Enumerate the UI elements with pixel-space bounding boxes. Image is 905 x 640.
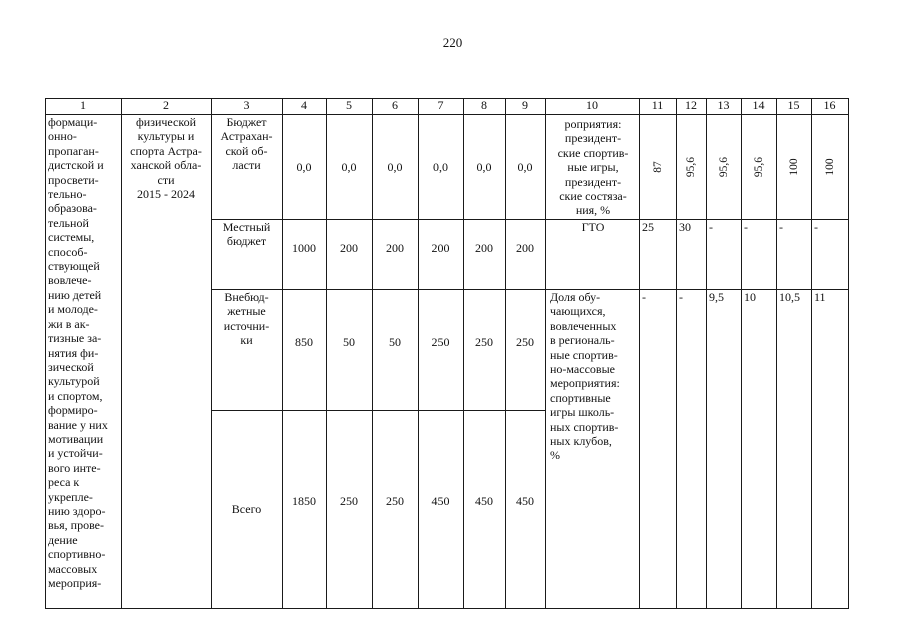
funding-source: Бюджет Астрахан- ской об- ласти xyxy=(220,115,273,173)
column-border xyxy=(45,98,46,609)
column-border xyxy=(776,98,777,609)
table-bottom-border xyxy=(45,608,848,609)
column-border xyxy=(282,98,283,609)
indicator-value: 25 xyxy=(642,220,654,234)
funding-amount: 850 xyxy=(295,335,313,349)
indicator-value: 11 xyxy=(814,290,826,304)
indicator-value: - xyxy=(679,290,683,304)
column-border xyxy=(121,98,122,609)
funding-amount: 200 xyxy=(431,241,450,255)
column-header: 12 xyxy=(685,98,697,112)
funding-amount: 1850 xyxy=(292,494,316,508)
executor-period: физической культуры и спорта Астра- ханской обла- сти 2015 - 2024 xyxy=(130,115,202,202)
indicator-value: 9,5 xyxy=(709,290,724,304)
column-header: 4 xyxy=(301,98,307,112)
column-border xyxy=(811,98,812,609)
indicator-value: 100 xyxy=(823,158,836,176)
indicator-value: 95,6 xyxy=(685,156,697,178)
column-header: 5 xyxy=(346,98,352,112)
funding-amount: 250 xyxy=(340,494,358,508)
column-header: 14 xyxy=(752,98,765,112)
indicator-name: ГТО xyxy=(581,220,605,234)
indicator-name: Доля обу- чающихся, вовлеченных в региональ- ные спортив- но-массовые мероприятия: спортивные игры школь- ных спортив- ных клубов, % xyxy=(550,290,620,463)
funding-amount: 250 xyxy=(516,335,534,349)
column-border xyxy=(463,98,464,609)
column-border xyxy=(706,98,707,609)
funding-amount: 0,0 xyxy=(341,160,357,174)
funding-amount: 250 xyxy=(475,335,493,349)
column-border xyxy=(326,98,327,609)
column-border xyxy=(741,98,742,609)
funding-amount: 0,0 xyxy=(476,160,492,174)
indicator-value: 95,6 xyxy=(752,156,765,178)
column-border xyxy=(545,98,546,609)
indicator-value: - xyxy=(709,220,713,234)
column-header: 3 xyxy=(243,98,250,112)
indicator-value: 30 xyxy=(679,220,691,234)
funding-amount: 0,0 xyxy=(517,160,533,174)
funding-amount: 50 xyxy=(343,335,355,349)
funding-amount: 450 xyxy=(516,494,534,508)
indicator-value: - xyxy=(642,290,646,304)
indicator-value: - xyxy=(779,220,783,234)
funding-amount: 0,0 xyxy=(296,160,312,174)
indicator-value: - xyxy=(744,220,748,234)
indicator-value: 100 xyxy=(787,158,800,176)
funding-amount: 50 xyxy=(389,335,401,349)
column-header: 2 xyxy=(163,98,169,112)
column-border xyxy=(848,98,849,609)
funding-amount: 250 xyxy=(386,494,404,508)
column-header: 10 xyxy=(586,98,598,112)
column-header: 8 xyxy=(481,98,487,112)
funding-amount: 200 xyxy=(516,241,534,255)
column-header: 15 xyxy=(787,98,800,112)
indicator-value: 95,6 xyxy=(717,156,730,178)
column-header: 16 xyxy=(823,98,836,112)
indicator-value: - xyxy=(814,220,818,234)
funding-amount: 200 xyxy=(340,241,358,255)
column-border xyxy=(418,98,419,609)
column-header: 7 xyxy=(437,98,444,112)
funding-amount: 0,0 xyxy=(387,160,403,174)
column-border xyxy=(676,98,677,609)
column-header: 1 xyxy=(80,98,86,112)
funding-amount: 200 xyxy=(475,241,493,255)
funding-amount: 250 xyxy=(431,335,450,349)
funding-amount: 1000 xyxy=(292,241,316,255)
funding-source: Внебюд- жетные источни- ки xyxy=(223,290,270,348)
indicator-value: 10,5 xyxy=(779,290,800,304)
funding-source: Всего xyxy=(231,502,262,516)
funding-amount: 200 xyxy=(386,241,404,255)
indicator-name: роприятия: президент- ские спортив- ные игры, президент- ские состяза- ния, % xyxy=(557,117,629,218)
page-number: 220 xyxy=(442,35,463,50)
column-header: 11 xyxy=(651,98,664,112)
column-border xyxy=(505,98,506,609)
column-border xyxy=(372,98,373,609)
column-header: 6 xyxy=(392,98,398,112)
indicator-value: 10 xyxy=(744,290,756,304)
funding-amount: 450 xyxy=(431,494,450,508)
row-divider xyxy=(211,410,545,411)
funding-amount: 450 xyxy=(475,494,493,508)
funding-amount: 0,0 xyxy=(433,160,448,174)
indicator-value: 87 xyxy=(651,161,664,173)
column-header: 9 xyxy=(522,98,528,112)
funding-source: Местный бюджет xyxy=(222,220,271,249)
column-header: 13 xyxy=(717,98,730,112)
measure-description: формаци- онно- пропаган- дистской и просвети- тельно- образова- тельной системы, способ- ствующей вовлече- нию детей и молоде- жи в ак- тизные за- нятия фи- зической культурой и спортом, формиро- вание у них мотивации и устойчи- вого инте- реса к укрепле- нию здоро- вья, прове- дение спортивно- массовых мероприя- xyxy=(48,115,108,590)
column-border xyxy=(211,98,212,609)
column-border xyxy=(639,98,640,609)
